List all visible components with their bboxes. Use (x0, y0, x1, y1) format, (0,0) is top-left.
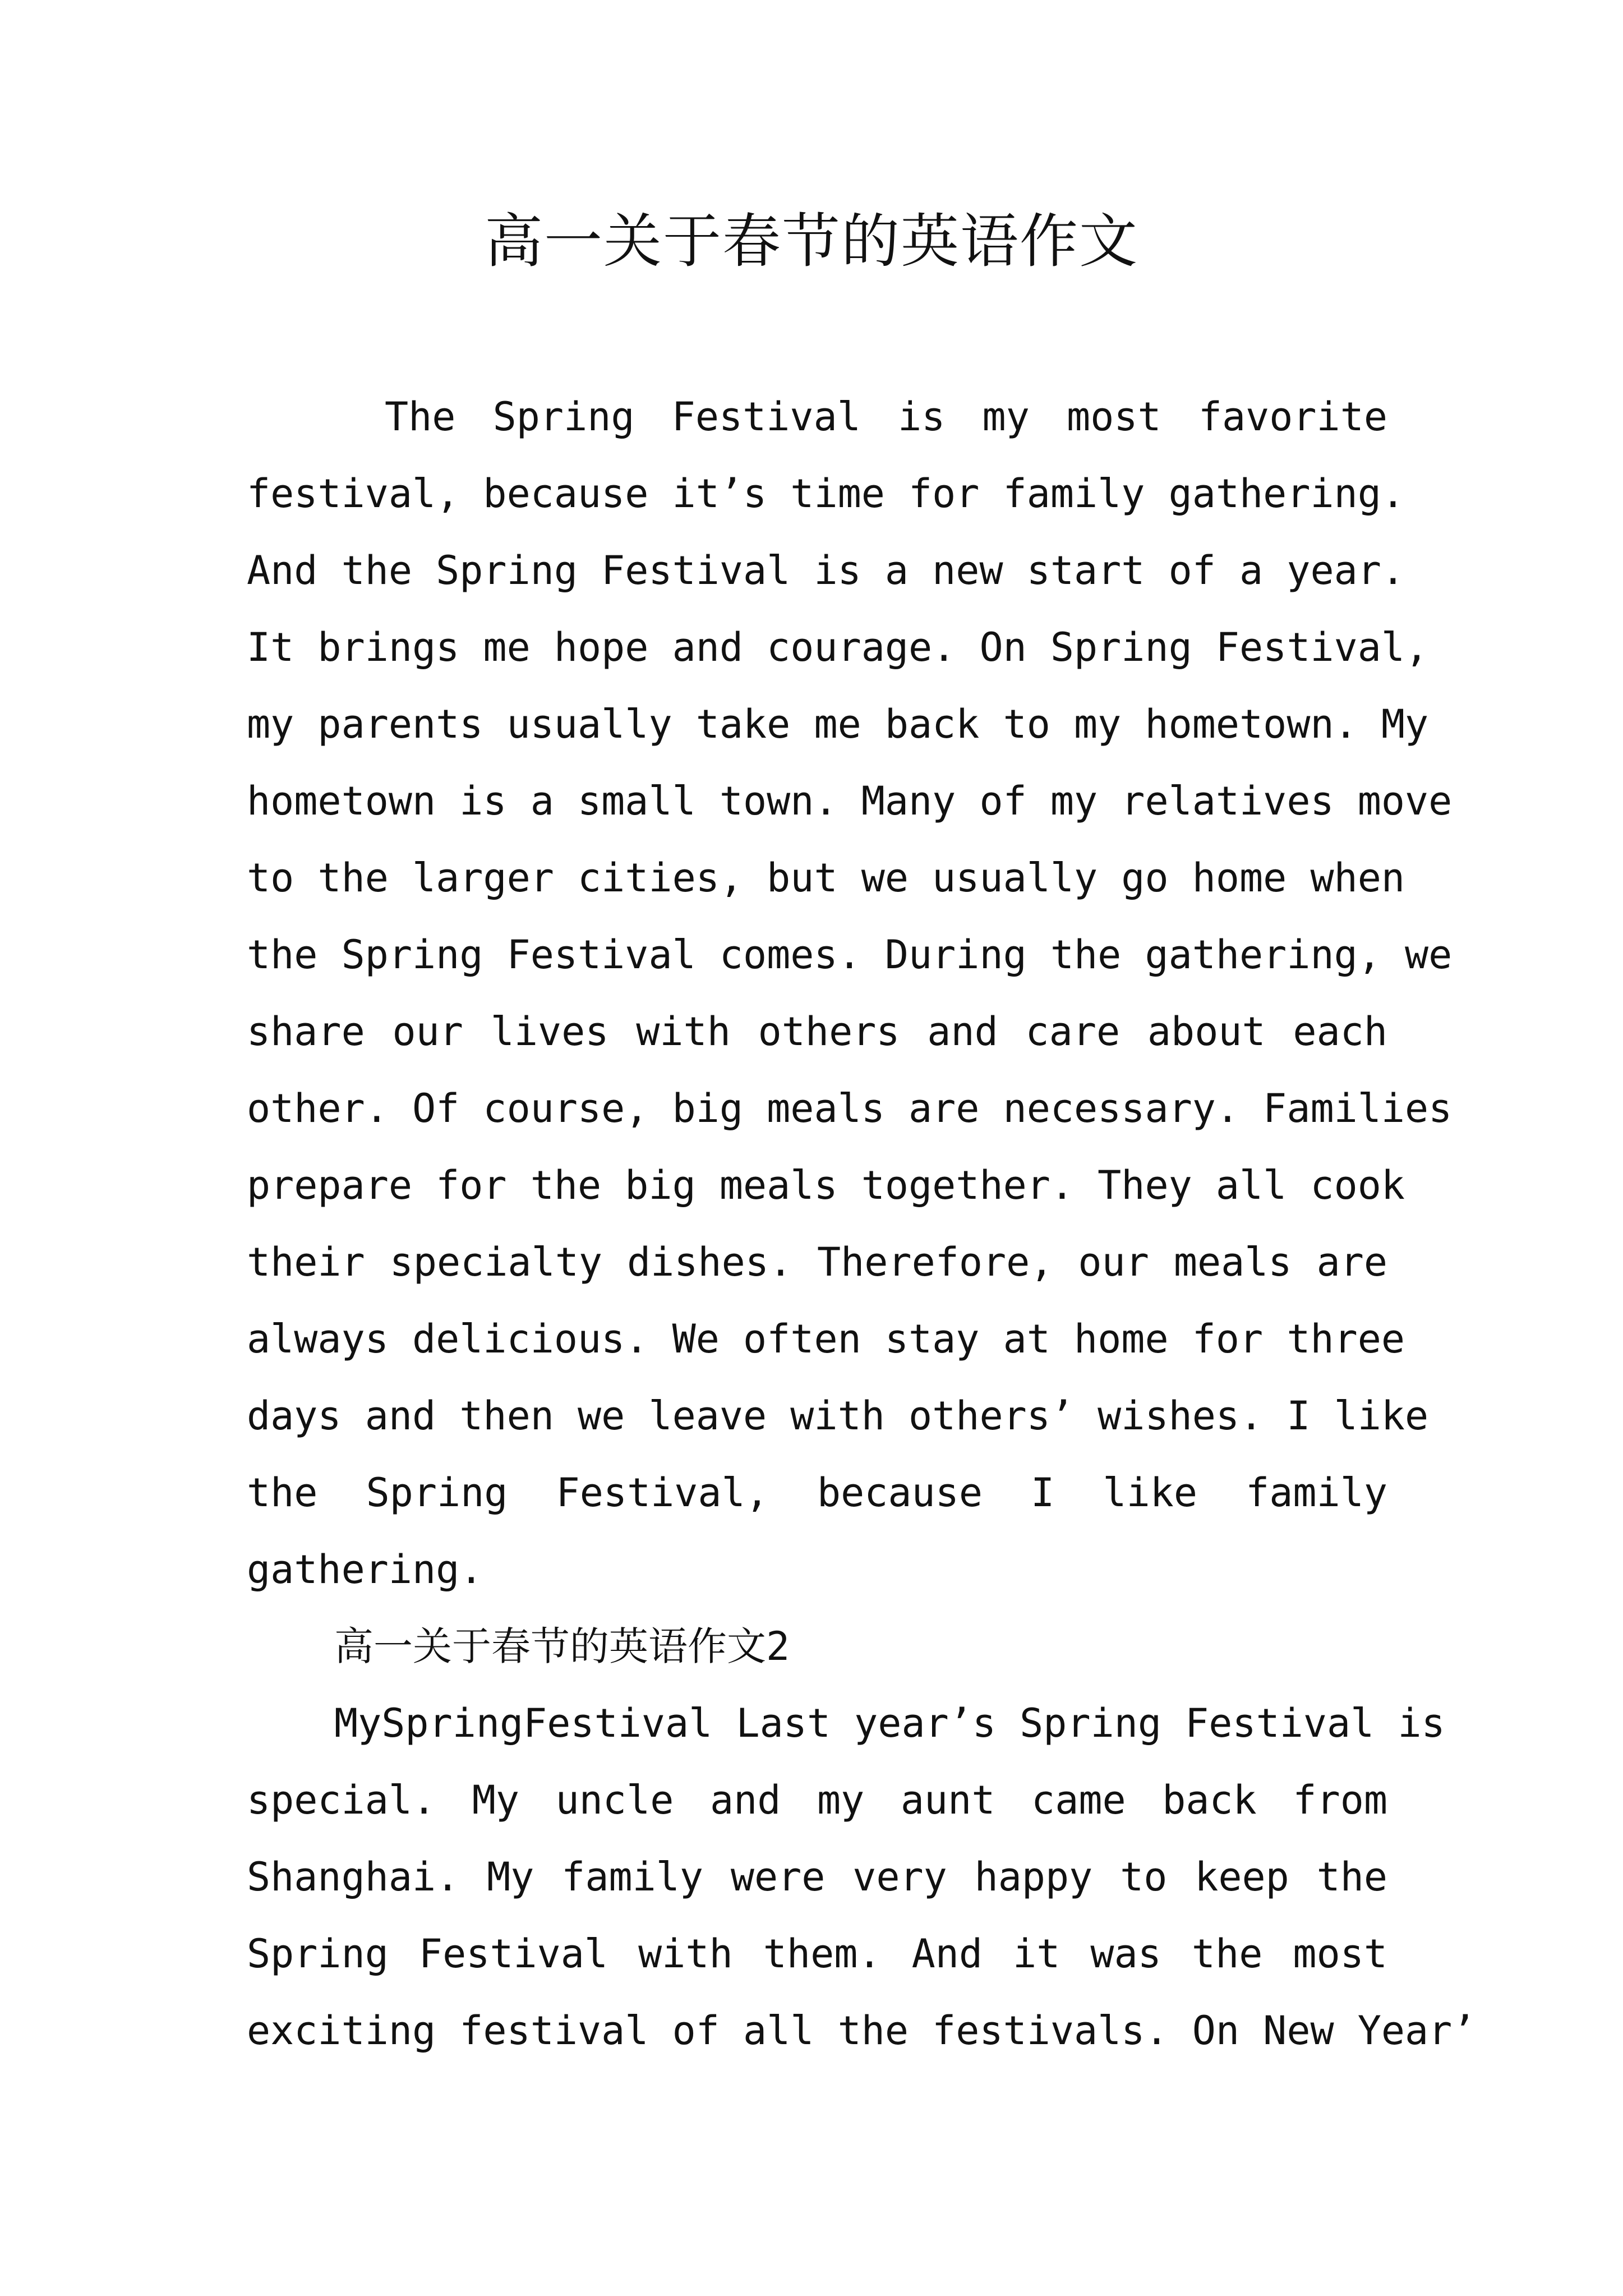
essay1-line: days and then we leave with others’ wishes. I like (247, 1393, 1429, 1439)
essay1-line: It brings me hope and courage. On Spring Festival, (247, 624, 1429, 670)
essay1-line: other. Of course, big meals are necessary. Families (247, 1085, 1453, 1131)
document-title: 高一关于春节的英语作文 (484, 207, 1138, 275)
essay2-line: Shanghai. My family were very happy to keep the (247, 1854, 1387, 1900)
essay1-line: the Spring Festival, because I like family (247, 1470, 1387, 1516)
essay2-line: Spring Festival with them. And it was the most (247, 1931, 1387, 1977)
essay1-line: hometown is a small town. Many of my relatives move (247, 778, 1453, 824)
essay1-line: their specialty dishes. Therefore, our meals are (247, 1239, 1387, 1285)
essay1-line: my parents usually take me back to my hometown. My (247, 701, 1429, 747)
document-body (247, 379, 1476, 2069)
essay1-line: share our lives with others and care about each (247, 1009, 1387, 1055)
essay2-heading: 高一关于春节的英语作文2 (334, 1623, 790, 1669)
essay2-line: exciting festival of all the festivals. On New Year’ (247, 2008, 1476, 2054)
essay1-line: to the larger cities, but we usually go home when (247, 855, 1405, 901)
essay1-line: festival, because it’s time for family gathering. (247, 471, 1405, 517)
essay2-line: MySpringFestival Last year’s Spring Festival is (334, 1700, 1445, 1746)
essay1-line: gathering. (247, 1547, 483, 1593)
essay1-line: always delicious. We often stay at home for three (247, 1316, 1405, 1362)
essay1-line: The Spring Festival is my most favorite (385, 394, 1387, 440)
essay1-line: prepare for the big meals together. They all cook (247, 1162, 1405, 1208)
essay1-line: And the Spring Festival is a new start of a year. (247, 547, 1405, 593)
essay1-line: the Spring Festival comes. During the gathering, we (247, 932, 1453, 978)
essay2-line: special. My uncle and my aunt came back from (247, 1777, 1387, 1823)
